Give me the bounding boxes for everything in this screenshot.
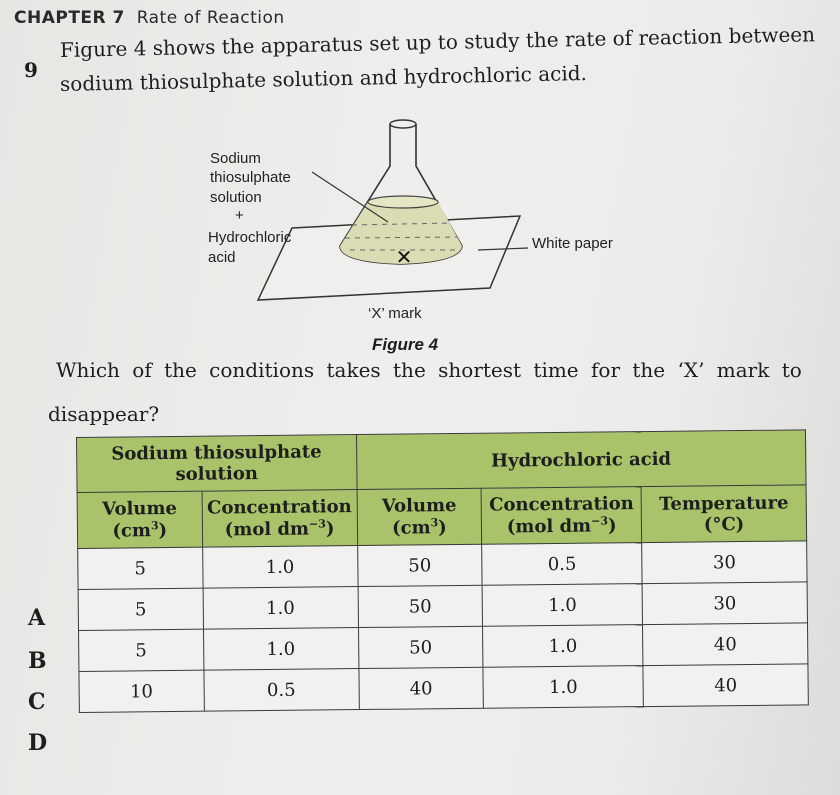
cell-temperature: 30 — [642, 582, 807, 625]
cell-volume-thio: 5 — [78, 547, 203, 589]
x-mark: ✕ — [395, 245, 413, 269]
cell-temperature: 30 — [642, 541, 807, 584]
chapter-number: CHAPTER 7 — [14, 8, 125, 28]
liquid-surface — [368, 196, 438, 208]
col-temperature: Temperature (°C) — [641, 485, 806, 543]
cell-concentration-thio: 0.5 — [204, 669, 359, 712]
cell-volume-thio: 5 — [78, 588, 203, 630]
col-concentration-hcl: Concentration (mol $dm^{-3}$) — [481, 487, 642, 545]
conditions-table — [76, 429, 809, 713]
solution-pointer — [312, 172, 388, 222]
label-solution-2: thiosulphate — [210, 169, 291, 186]
apparatus-diagram — [190, 110, 650, 335]
option-label-a[interactable]: A — [28, 605, 46, 631]
cell-concentration-hcl: 0.5 — [482, 543, 642, 586]
cell-temperature: 40 — [643, 664, 808, 707]
option-label-d[interactable]: D — [28, 730, 48, 756]
flask-mouth — [390, 120, 416, 128]
cell-volume-hcl: 50 — [358, 626, 483, 668]
figure-caption: Figure 4 — [372, 335, 439, 354]
question-prompt-line2: disappear? — [48, 402, 160, 426]
table-group-header-row — [77, 430, 807, 493]
label-white-paper: White paper — [532, 235, 613, 252]
question-intro-line1: Figure 4 shows the apparatus set up to study the rate of reaction between — [59, 22, 816, 62]
cell-concentration-hcl: 1.0 — [482, 584, 642, 627]
table-column-header-row — [77, 485, 807, 549]
cell-volume-thio: 5 — [79, 629, 204, 671]
cell-concentration-thio: 1.0 — [202, 546, 357, 589]
cell-volume-hcl: 50 — [358, 585, 483, 627]
chapter-header — [14, 8, 285, 28]
cell-volume-hcl: 40 — [359, 667, 484, 709]
chapter-title: Rate of Reaction — [136, 8, 285, 28]
cell-concentration-thio: 1.0 — [203, 587, 358, 630]
label-solution-3: solution — [210, 189, 262, 206]
question-intro-line2: sodium thiosulphate solution and hydrochloric acid. — [59, 60, 588, 96]
label-plus: + — [235, 207, 244, 224]
header-thiosulphate: Sodium thiosulphate solution — [77, 435, 357, 493]
option-label-b[interactable]: B — [28, 648, 47, 674]
cell-concentration-hcl: 1.0 — [483, 625, 643, 668]
cell-volume-thio: 10 — [79, 670, 204, 712]
cell-temperature: 40 — [643, 623, 808, 666]
label-x-mark: ‘X’ mark — [368, 305, 422, 322]
cell-volume-hcl: 50 — [357, 544, 482, 586]
question-number: 9 — [24, 58, 38, 82]
label-solution-1: Sodium — [210, 150, 261, 167]
col-volume-thio: Volume $(cm^3)$ — [77, 491, 202, 548]
label-acid-2: acid — [208, 249, 236, 266]
option-label-c[interactable]: C — [28, 689, 46, 715]
question-prompt-line1: Which of the conditions takes the shortest time for the ‘X’ mark to — [56, 358, 802, 382]
label-acid-1: Hydrochloric — [208, 229, 292, 246]
table-row — [79, 664, 808, 713]
col-concentration-thio: Concentration (mol $dm^{-3}$) — [202, 490, 358, 548]
cell-concentration-thio: 1.0 — [203, 628, 358, 671]
header-hydrochloric: Hydrochloric acid — [356, 430, 806, 490]
cell-concentration-hcl: 1.0 — [483, 666, 643, 709]
col-volume-hcl: Volume $(cm^3)$ — [357, 488, 482, 545]
